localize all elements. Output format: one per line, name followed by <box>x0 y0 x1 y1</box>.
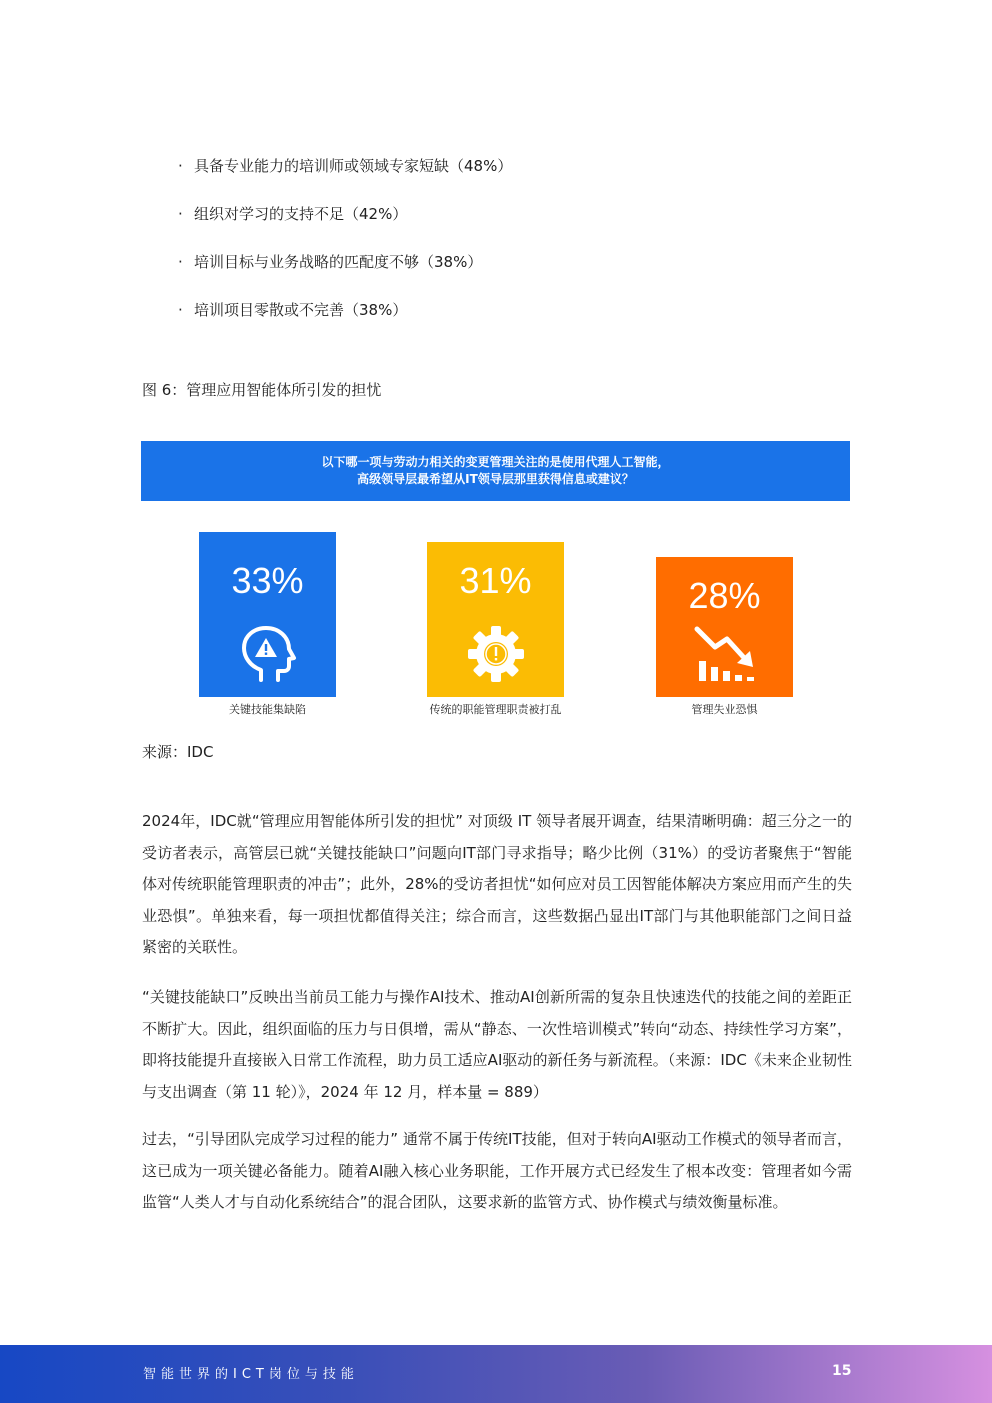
stat-label: 关键技能集缺陷 <box>229 703 306 716</box>
bullet-marker: · <box>178 157 183 175</box>
page-number: 15 <box>832 1363 852 1379</box>
stat-label: 传统的职能管理职责被打乱 <box>429 703 562 716</box>
stat-value: 28% <box>688 575 761 616</box>
bullet-marker: · <box>178 253 183 271</box>
gear-warning-icon <box>466 624 526 684</box>
question-line-1: 以下哪一项与劳动力相关的变更管理关注的是使用代理人工智能， <box>321 455 670 469</box>
stat-label: 管理失业恐惧 <box>691 703 758 716</box>
head-warning-icon <box>238 624 298 684</box>
question-line-2: 高级领导层最希望从IT领导层那里获得信息或建议？ <box>357 472 634 486</box>
page-footer <box>0 1345 992 1403</box>
bullet-item <box>178 202 512 226</box>
body-paragraph: “关键技能缺口”反映出当前员工能力与操作AI技术、推动AI创新所需的复杂且快速迭代的技能之间的差距正不断扩大。因此，组织面临的压力与日俱增，需从“静态、一次性培训模式”转向“动态、持续性学习方案”，即将技能提升直接嵌入日常工作流程，助力员工适应AI驱动的新任务与新流程。（来源：IDC《未来企业韧性与支出调查（第 11 轮）》，2024 年 12 月，样本量 = 889） <box>142 988 852 1101</box>
bullet-list <box>178 154 512 346</box>
stat-block-job-loss-fear <box>656 557 793 716</box>
bullet-text: 培训项目零散或不完善（38%） <box>194 301 408 319</box>
bullet-text: 组织对学习的支持不足（42%） <box>194 205 408 223</box>
stat-bar <box>656 557 793 697</box>
body-paragraph: 2024年，IDC就“管理应用智能体所引发的担忧” 对顶级 IT 领导者展开调查，结果清晰明确：超三分之一的受访者表示，高管层已就“关键技能缺口”问题向IT部门寻求指导；略少比例（31%）的受访者聚焦于“智能体对传统职能管理职责的冲击”；此外，28%的受访者担忧“如何应对员工因智能体解决方案应用而产生的失业恐惧”。单独来看，每一项担忧都值得关注；综合而言，这些数据凸显出IT部门与其他职能部门之间日益紧密的关联性。 <box>142 812 852 956</box>
bullet-text: 具备专业能力的培训师或领域专家短缺（48%） <box>194 157 513 175</box>
survey-question-banner <box>141 441 850 501</box>
stat-value: 31% <box>459 560 532 601</box>
trend-down-icon <box>693 623 757 683</box>
source-note: 来源：IDC <box>142 743 214 761</box>
bullet-item <box>178 154 512 178</box>
bullet-item <box>178 250 512 274</box>
stat-block-skills-gap <box>199 532 336 716</box>
stat-bar <box>199 532 336 697</box>
bullet-item <box>178 298 512 322</box>
body-paragraph: 过去，“引导团队完成学习过程的能力” 通常不属于传统IT技能，但对于转向AI驱动工作模式的领导者而言，这已成为一项关键必备能力。随着AI融入核心业务职能，工作开展方式已经发生了根本改变：管理者如今需监管“人类人才与自动化系统结合”的混合团队，这要求新的监管方式、协作模式与绩效衡量标准。 <box>142 1130 852 1211</box>
stat-block-management-disruption <box>427 542 564 716</box>
footer-title: 智能世界的ICT岗位与技能 <box>143 1367 359 1382</box>
bullet-marker: · <box>178 205 183 223</box>
bullet-marker: · <box>178 301 183 319</box>
stat-value: 33% <box>231 560 304 601</box>
figure-caption: 图 6：管理应用智能体所引发的担忧 <box>142 381 382 399</box>
bullet-text: 培训目标与业务战略的匹配度不够（38%） <box>194 253 483 271</box>
stat-bar <box>427 542 564 697</box>
